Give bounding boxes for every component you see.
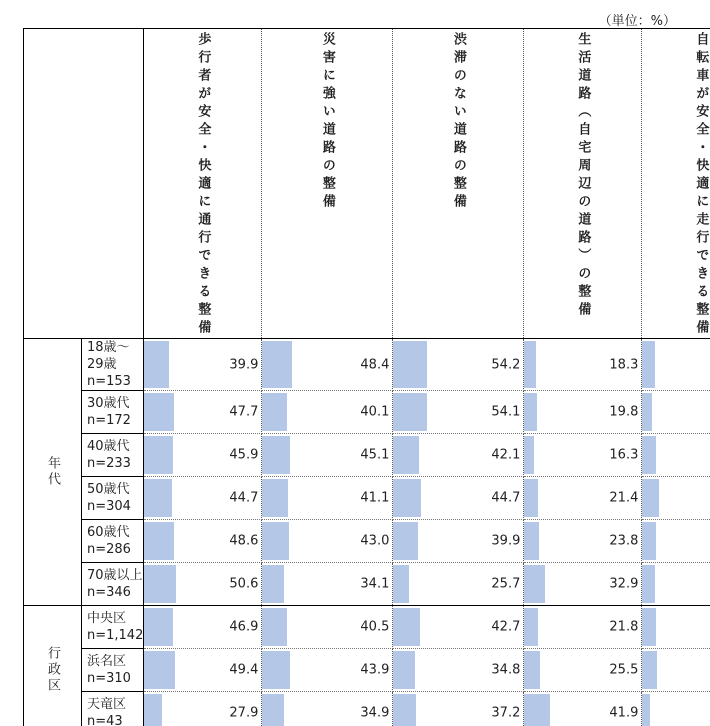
value-bar — [144, 522, 174, 560]
row-label-cell — [82, 339, 144, 391]
row-label-cell — [82, 434, 144, 477]
value-bar — [524, 393, 536, 431]
value-cell — [262, 477, 393, 520]
value-bar — [524, 651, 540, 689]
value-bar — [144, 694, 161, 726]
value-cell — [144, 606, 262, 649]
value-cell — [642, 520, 710, 563]
value-bar — [144, 608, 173, 646]
row-label-cell — [82, 649, 144, 692]
value-bar — [393, 694, 416, 726]
value-label: 34.9 — [360, 706, 389, 721]
value-label: 54.2 — [491, 357, 520, 372]
row-label-cell — [82, 606, 144, 649]
value-bar — [642, 522, 655, 560]
value-label: 39.9 — [491, 534, 520, 549]
value-cell — [144, 339, 262, 391]
header-row — [24, 29, 710, 339]
row-sample-size: n=43 — [87, 713, 143, 726]
value-label: 37.2 — [491, 706, 520, 721]
value-bar — [524, 479, 537, 517]
row-sample-size: n=286 — [87, 541, 143, 558]
value-label: 47.7 — [229, 405, 258, 420]
table-row — [24, 692, 710, 726]
value-cell — [393, 520, 524, 563]
row-sample-size: n=346 — [87, 584, 143, 601]
row-label: 50歳代 — [87, 481, 143, 498]
value-bar — [642, 479, 658, 517]
value-cell — [524, 391, 642, 434]
row-sample-size: n=172 — [87, 412, 143, 429]
column-header-label: 生活道路（自宅周辺の道路）の整備 — [576, 29, 589, 320]
table-body — [24, 339, 710, 726]
value-label: 54.1 — [491, 405, 520, 420]
row-sample-size: n=304 — [87, 498, 143, 515]
value-cell — [393, 563, 524, 606]
value-label: 43.9 — [360, 663, 389, 678]
value-bar — [524, 436, 534, 474]
value-bar — [262, 479, 287, 517]
table-row — [24, 606, 710, 649]
value-bar — [393, 565, 409, 603]
column-header-label: 災害に強い道路の整備 — [321, 29, 334, 212]
value-cell — [262, 606, 393, 649]
value-bar — [642, 393, 652, 431]
corner-cell — [24, 29, 144, 339]
value-label: 42.1 — [491, 448, 520, 463]
value-bar — [144, 341, 169, 388]
value-bar — [262, 608, 287, 646]
value-cell — [144, 520, 262, 563]
value-label: 45.9 — [229, 448, 258, 463]
value-label: 21.8 — [609, 620, 638, 635]
value-cell — [642, 477, 710, 520]
value-bar — [393, 479, 421, 517]
row-label: 18歳～29歳 — [87, 339, 143, 373]
table-row — [24, 520, 710, 563]
value-label: 44.7 — [229, 491, 258, 506]
value-cell — [144, 391, 262, 434]
row-label-cell — [82, 520, 144, 563]
row-label: 30歳代 — [87, 395, 143, 412]
value-bar — [144, 651, 175, 689]
value-bar — [262, 694, 284, 726]
value-bar — [393, 393, 427, 431]
value-bar — [144, 479, 172, 517]
value-bar — [524, 341, 535, 388]
value-label: 34.8 — [491, 663, 520, 678]
value-label: 23.8 — [609, 534, 638, 549]
value-cell — [262, 434, 393, 477]
value-cell — [262, 692, 393, 726]
value-bar — [393, 436, 419, 474]
value-label: 16.3 — [609, 448, 638, 463]
value-label: 44.7 — [491, 491, 520, 506]
value-bar — [524, 694, 550, 726]
row-sample-size: n=233 — [87, 455, 143, 472]
value-bar — [393, 341, 427, 388]
value-cell — [144, 649, 262, 692]
value-cell — [262, 563, 393, 606]
group-label-cell — [24, 606, 82, 726]
value-cell — [524, 606, 642, 649]
value-cell — [524, 339, 642, 391]
table-row — [24, 563, 710, 606]
value-bar — [262, 522, 289, 560]
value-label: 46.9 — [229, 620, 258, 635]
row-label: 70歳以上 — [87, 567, 143, 584]
column-header — [262, 29, 393, 339]
value-label: 25.7 — [491, 577, 520, 592]
value-cell — [393, 434, 524, 477]
value-cell — [524, 649, 642, 692]
value-label: 50.6 — [229, 577, 258, 592]
table-row — [24, 649, 710, 692]
row-label-cell — [82, 563, 144, 606]
group-label: 行政区 — [43, 646, 62, 694]
value-cell — [524, 563, 642, 606]
column-header-label: 自転車が安全・快適に走行できる整備 — [694, 29, 707, 338]
row-label: 浜名区 — [87, 653, 143, 670]
value-bar — [524, 565, 544, 603]
value-label: 49.4 — [229, 663, 258, 678]
row-label: 天竜区 — [87, 696, 143, 713]
row-label: 40歳代 — [87, 438, 143, 455]
column-header — [642, 29, 710, 339]
row-label-cell — [82, 391, 144, 434]
value-cell — [642, 339, 710, 391]
value-label: 48.6 — [229, 534, 258, 549]
value-bar — [393, 522, 418, 560]
value-cell — [642, 434, 710, 477]
value-bar — [262, 565, 283, 603]
value-cell — [262, 391, 393, 434]
value-bar — [524, 608, 538, 646]
value-cell — [393, 606, 524, 649]
value-bar — [144, 436, 172, 474]
value-label: 18.3 — [609, 357, 638, 372]
value-label: 43.0 — [360, 534, 389, 549]
value-bar — [144, 565, 175, 603]
value-cell — [144, 563, 262, 606]
value-label: 21.4 — [609, 491, 638, 506]
column-header-label: 歩行者が安全・快適に通行できる整備 — [196, 29, 209, 338]
value-bar — [642, 651, 657, 689]
value-cell — [642, 649, 710, 692]
value-label: 39.9 — [229, 357, 258, 372]
value-cell — [393, 339, 524, 391]
value-bar — [642, 694, 649, 726]
value-cell — [393, 391, 524, 434]
column-header — [393, 29, 524, 339]
value-cell — [524, 692, 642, 726]
row-label-cell — [82, 692, 144, 726]
column-header — [144, 29, 262, 339]
row-label: 60歳代 — [87, 524, 143, 541]
row-sample-size: n=153 — [87, 373, 143, 390]
value-label: 27.9 — [229, 706, 258, 721]
value-label: 41.9 — [609, 706, 638, 721]
value-label: 48.4 — [360, 357, 389, 372]
value-cell — [262, 339, 393, 391]
group-label: 年代 — [43, 456, 62, 488]
value-cell — [524, 434, 642, 477]
row-sample-size: n=1,142 — [87, 627, 143, 644]
value-label: 40.1 — [360, 405, 389, 420]
value-label: 34.1 — [360, 577, 389, 592]
value-label: 32.9 — [609, 577, 638, 592]
value-bar — [144, 393, 174, 431]
value-cell — [144, 434, 262, 477]
value-bar — [393, 651, 415, 689]
value-cell — [144, 477, 262, 520]
value-label: 25.5 — [609, 663, 638, 678]
value-cell — [144, 692, 262, 726]
value-label: 42.7 — [491, 620, 520, 635]
value-cell — [262, 520, 393, 563]
value-cell — [642, 606, 710, 649]
value-label: 19.8 — [609, 405, 638, 420]
value-cell — [642, 692, 710, 726]
value-bar — [642, 608, 655, 646]
value-cell — [262, 649, 393, 692]
value-bar — [642, 436, 656, 474]
value-cell — [393, 692, 524, 726]
value-label: 41.1 — [360, 491, 389, 506]
row-label: 中央区 — [87, 610, 143, 627]
value-bar — [524, 522, 539, 560]
table-row — [24, 477, 710, 520]
value-bar — [262, 651, 289, 689]
row-sample-size: n=310 — [87, 670, 143, 687]
value-bar — [642, 341, 654, 388]
value-bar — [262, 436, 290, 474]
value-cell — [524, 520, 642, 563]
group-label-cell — [24, 339, 82, 606]
value-label: 45.1 — [360, 448, 389, 463]
value-cell — [642, 563, 710, 606]
column-header-label: 渋滞のない道路の整備 — [452, 29, 465, 212]
value-bar — [262, 341, 292, 388]
value-bar — [642, 565, 655, 603]
table-row — [24, 339, 710, 391]
row-label-cell — [82, 477, 144, 520]
value-cell — [393, 649, 524, 692]
survey-table — [23, 28, 710, 726]
table-row — [24, 391, 710, 434]
value-cell — [393, 477, 524, 520]
value-label: 40.5 — [360, 620, 389, 635]
unit-label: （単位：%） — [599, 10, 676, 29]
value-cell — [524, 477, 642, 520]
value-cell — [642, 391, 710, 434]
table-row — [24, 434, 710, 477]
column-header — [524, 29, 642, 339]
value-bar — [262, 393, 287, 431]
value-bar — [393, 608, 419, 646]
